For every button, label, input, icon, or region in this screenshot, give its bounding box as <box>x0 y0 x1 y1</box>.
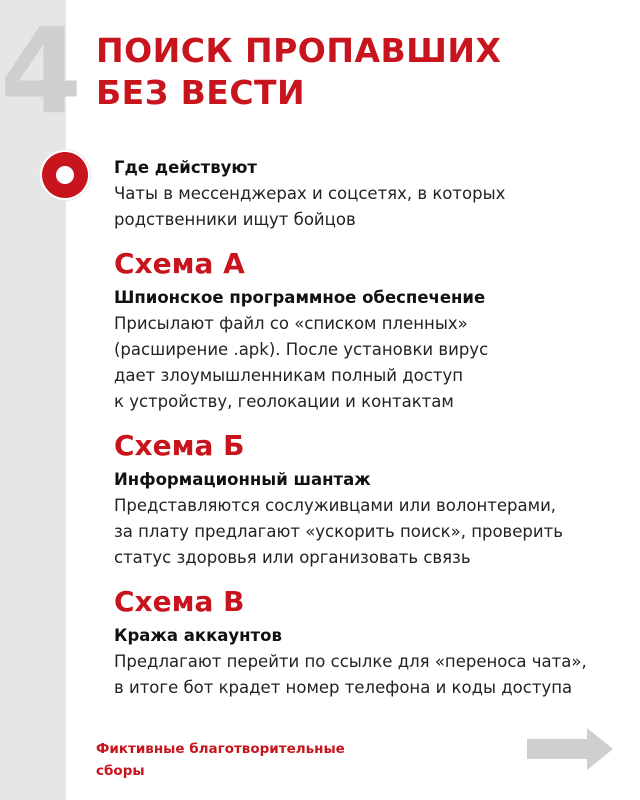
scheme-b-line: статус здоровья или организовать связь <box>114 548 471 567</box>
scheme-c-title: Схема В <box>114 585 245 618</box>
where-line: Чаты в мессенджерах и соцсетях, в которых <box>114 184 506 203</box>
next-topic-line-2: сборы <box>96 763 145 779</box>
where-heading: Где действуют <box>114 158 257 177</box>
scheme-c <box>114 585 624 701</box>
scheme-b-title: Схема Б <box>114 429 245 462</box>
title-line-1: ПОИСК ПРОПАВШИХ <box>96 31 502 70</box>
title-line-2: БЕЗ ВЕСТИ <box>96 73 306 112</box>
scheme-a <box>114 247 624 415</box>
arrow-right-shape <box>527 728 613 770</box>
next-topic-label[interactable] <box>96 738 396 782</box>
scheme-b-line: Представляются сослуживцами или волонтерами, <box>114 496 557 515</box>
page-title <box>96 30 616 114</box>
scheme-a-line: к устройству, геолокации и контактам <box>114 392 454 411</box>
scheme-a-line: Присылают файл со «списком пленных» <box>114 314 468 333</box>
arrow-right-icon[interactable] <box>527 728 613 770</box>
scheme-a-line: (расширение .apk). После установки вирус <box>114 340 489 359</box>
scheme-b-subtitle: Информационный шантаж <box>114 470 371 489</box>
target-icon <box>40 150 90 200</box>
scheme-b-line: за плату предлагают «ускорить поиск», проверить <box>114 522 563 541</box>
next-topic-line-1: Фиктивные благотворительные <box>96 741 345 757</box>
where-block <box>114 155 624 233</box>
scheme-a-title: Схема А <box>114 247 245 280</box>
target-icon-center <box>56 166 74 184</box>
scheme-c-subtitle: Кража аккаунтов <box>114 626 282 645</box>
scheme-a-line: дает злоумышленникам полный доступ <box>114 366 463 385</box>
scheme-c-line: Предлагают перейти по ссылке для «переноса чата», <box>114 652 587 671</box>
where-line: родственники ищут бойцов <box>114 210 356 229</box>
scheme-a-subtitle: Шпионское программное обеспечение <box>114 288 486 307</box>
content <box>114 155 624 701</box>
page-number: 4 <box>0 2 79 140</box>
scheme-b <box>114 429 624 571</box>
scheme-c-line: в итоге бот крадет номер телефона и коды доступа <box>114 678 573 697</box>
